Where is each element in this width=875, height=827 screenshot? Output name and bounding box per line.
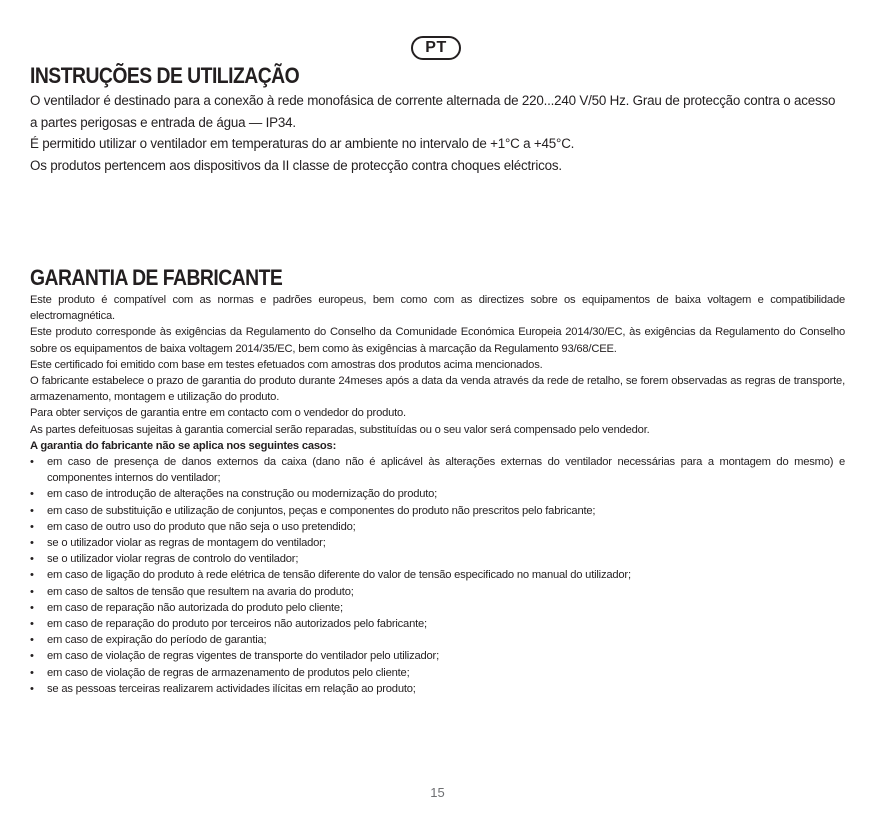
list-item: • se as pessoas terceiras realizarem actividades ilícitas em relação ao produto; bbox=[30, 681, 845, 697]
list-item: • se o utilizador violar regras de controlo do ventilador; bbox=[30, 551, 845, 567]
list-item: • em caso de ligação do produto à rede elétrica de tensão diferente do valor de tensão especificado no manual do utilizador; bbox=[30, 567, 845, 583]
exclusions-list bbox=[30, 454, 845, 697]
list-item: • em caso de saltos de tensão que resultem na avaria do produto; bbox=[30, 584, 845, 600]
list-item: • em caso de violação de regras de armazenamento de produtos pelo cliente; bbox=[30, 665, 845, 681]
warranty-paragraph: O fabricante estabelece o prazo de garantia do produto durante 24meses após a data da venda através da rede de retalho, se forem observadas as regras de transporte, armazenamento, montagem e utilização do produto. bbox=[30, 375, 845, 404]
warranty-paragraph: As partes defeituosas sujeitas à garantia comercial serão reparadas, substituídas ou o seu valor será compensado pelo vendedor. bbox=[30, 423, 650, 436]
instructions-paragraph: É permitido utilizar o ventilador em temperaturas do ar ambiente no intervalo de +1°C a +45°C. bbox=[30, 136, 575, 151]
list-item: • em caso de reparação não autorizada do produto pelo cliente; bbox=[30, 600, 845, 616]
instructions-title: INSTRUÇÕES DE UTILIZAÇÃO bbox=[30, 63, 300, 88]
list-item: • em caso de reparação do produto por terceiros não autorizados pelo fabricante; bbox=[30, 616, 845, 632]
page-number: 15 bbox=[430, 785, 445, 800]
warranty-paragraph: Este produto corresponde às exigências da Regulamento do Conselho da Comunidade Económica Europeia 2014/30/EC, às exigências da Regulamento do Conselho sobre os equipamentos de baixa voltagem 2014/35/EC, bem como às exigências à marcação da Regulamento 93/68/CEE. bbox=[30, 326, 845, 355]
list-item: • em caso de outro uso do produto que não seja o uso pretendido; bbox=[30, 519, 845, 535]
exclusions-heading: A garantia do fabricante não se aplica nos seguintes casos: bbox=[30, 439, 337, 452]
instructions-paragraph: O ventilador é destinado para a conexão à rede monofásica de corrente alternada de 220...240 V/50 Hz. Grau de protecção contra o acesso a partes perigosas e entrada de água — IP34. bbox=[30, 93, 836, 130]
warranty-title: GARANTIA DE FABRICANTE bbox=[30, 265, 283, 290]
instructions-section bbox=[30, 62, 845, 176]
instructions-paragraph: Os produtos pertencem aos dispositivos da II classe de protecção contra choques eléctricos. bbox=[30, 157, 562, 173]
list-item: • em caso de substituição e utilização de conjuntos, peças e componentes do produto não prescritos pelo fabricante; bbox=[30, 503, 845, 519]
warranty-paragraph: Para obter serviços de garantia entre em contacto com o vendedor do produto. bbox=[30, 407, 406, 420]
warranty-body bbox=[30, 292, 845, 697]
list-item: • se o utilizador violar as regras de montagem do ventilador; bbox=[30, 535, 845, 551]
list-item: • em caso de violação de regras vigentes de transporte do ventilador pelo utilizador; bbox=[30, 648, 845, 664]
warranty-paragraph: Este produto é compatível com as normas e padrões europeus, bem como com as directizes sobre os equipamentos de baixa voltagem e compatibilidade electromagnética. bbox=[30, 294, 845, 323]
warranty-paragraph: Este certificado foi emitido com base em testes efetuados com amostras dos produtos acima mencionados. bbox=[30, 358, 543, 371]
list-item: • em caso de expiração do período de garantia; bbox=[30, 632, 845, 648]
list-item: • em caso de introdução de alterações na construção ou modernização do produto; bbox=[30, 486, 845, 502]
warranty-section bbox=[30, 264, 845, 697]
list-item: • em caso de presença de danos externos da caixa (dano não é aplicável às alterações externas do ventilador necessárias para a montagem do mesmo) e componentes internos do ventilador; bbox=[30, 454, 845, 486]
language-badge: PT bbox=[411, 36, 461, 60]
instructions-body bbox=[30, 90, 845, 176]
